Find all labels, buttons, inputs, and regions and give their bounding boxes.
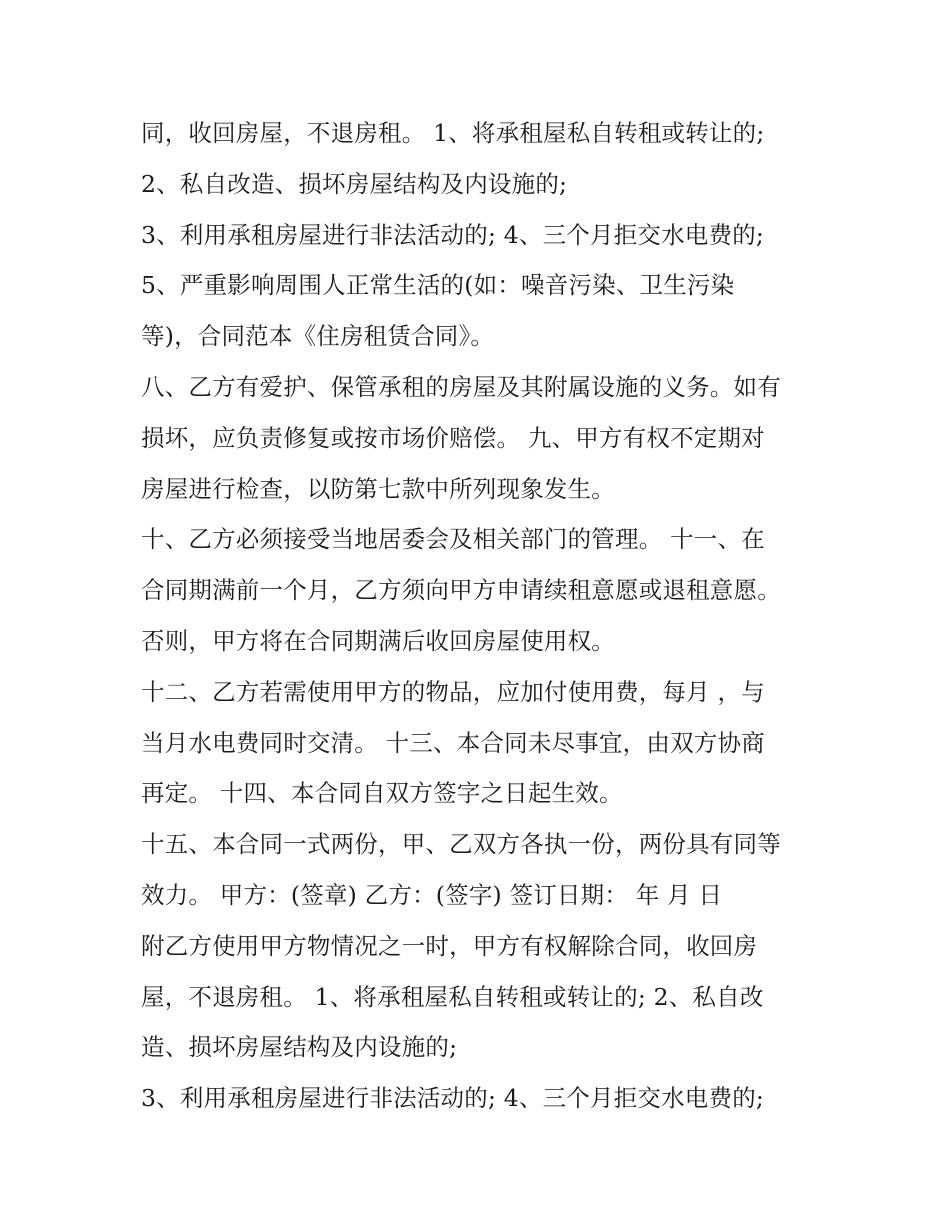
text-line: 同，收回房屋，不退房租。 1、将承租屋私自转租或转让的; <box>141 119 765 147</box>
text-line: 八、乙方有爱护、保管承租的房屋及其附属设施的义务。如有 <box>141 372 781 401</box>
text-line: 造、损坏房屋结构及内设施的; <box>141 1033 458 1062</box>
text-line: 十二、乙方若需使用甲方的物品，应加付使用费，每月 ，与 <box>141 677 765 706</box>
text-line: 损坏，应负责修复或按市场价赔偿。 九、甲方有权不定期对 <box>141 423 765 452</box>
text-line: 十、乙方必须接受当地居委会及相关部门的管理。 十一、在 <box>141 525 765 554</box>
text-line: 3、利用承租房屋进行非法活动的; 4、三个月拒交水电费的; <box>141 220 765 249</box>
text-line: 再定。 十四、本合同自双方签字之日起生效。 <box>141 779 623 808</box>
text-line: 5、严重影响周围人正常生活的(如：噪音污染、卫生污染 <box>141 271 735 300</box>
text-line: 房屋进行检查，以防第七款中所列现象发生。 <box>141 474 615 503</box>
document-body <box>141 108 841 1124</box>
text-line: 屋，不退房租。 1、将承租屋私自转租或转让的; 2、私自改 <box>141 982 764 1011</box>
text-line: 3、利用承租房屋进行非法活动的; 4、三个月拒交水电费的; <box>141 1084 765 1113</box>
text-line: 效力。 甲方：(签章) 乙方：(签字) 签订日期： 年 月 日 <box>141 880 723 909</box>
text-line: 等)，合同范本《住房租赁合同》。 <box>141 322 495 351</box>
text-line: 合同期满前一个月，乙方须向甲方申请续租意愿或退租意愿。 <box>141 576 781 605</box>
text-line: 附乙方使用甲方物情况之一时，甲方有权解除合同，收回房 <box>141 931 758 960</box>
text-line: 十五、本合同一式两份，甲、乙双方各执一份，两份具有同等 <box>141 830 781 859</box>
text-line: 否则，甲方将在合同期满后收回房屋使用权。 <box>141 626 615 655</box>
text-line: 2、私自改造、损坏房屋结构及内设施的; <box>141 169 568 198</box>
text-line: 当月水电费同时交清。 十三、本合同未尽事宜，由双方协商 <box>141 728 765 757</box>
